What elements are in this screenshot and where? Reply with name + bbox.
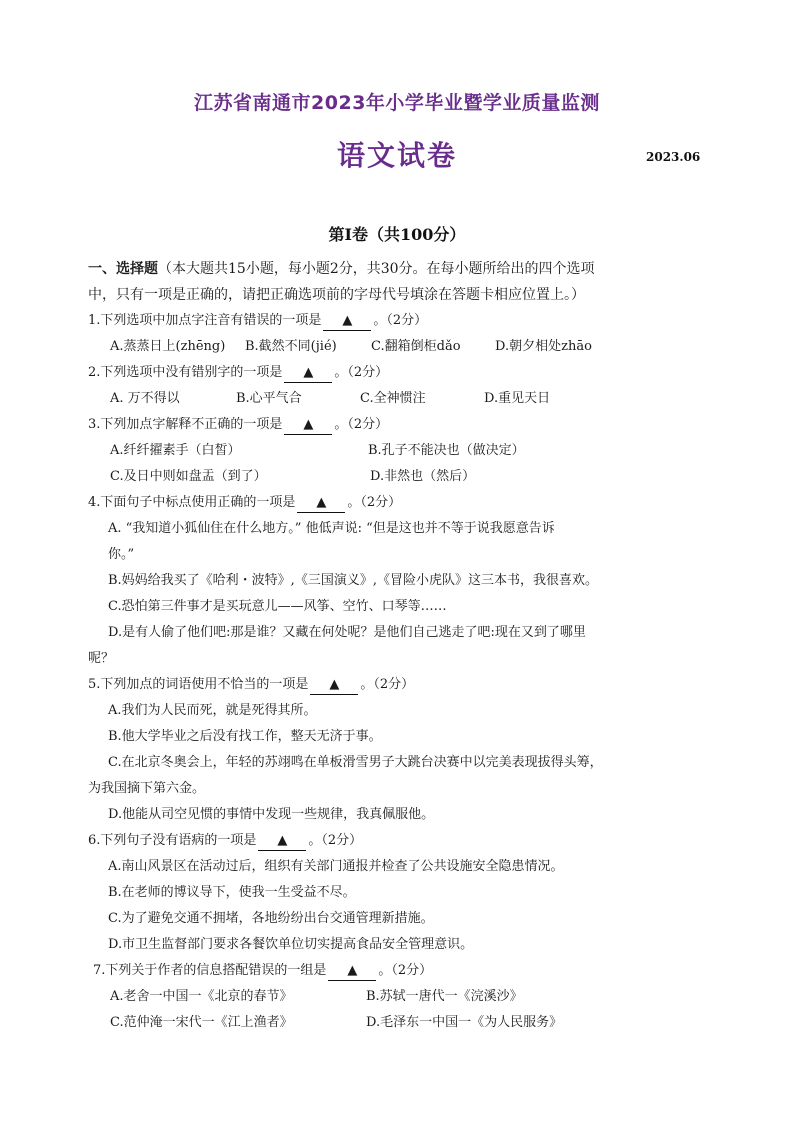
question-3-options-ab [88, 438, 708, 464]
section-intro-1: （本大题共15小题，每小题2分，共30分。在每小题所给出的四个选项 [158, 261, 595, 277]
option-c-continued: 为我国摘下第六金。 [88, 781, 206, 796]
question-3-options-cd [88, 464, 708, 490]
volume-heading: 第Ⅰ卷（共100分） [328, 225, 466, 244]
answer-blank: ▲ [258, 832, 306, 851]
option-a: A.老舍一中国一《北京的春节》 [110, 989, 293, 1004]
question-1-stem: 1.下列选项中加点字注音有错误的一项是 ▲ 。（2分） [88, 308, 708, 334]
option-a: A.南山风景区在活动过后，组织有关部门通报并检查了公共设施安全隐患情况。 [108, 859, 564, 874]
question-6-stem: 6.下列句子没有语病的一项是 ▲ 。（2分） [88, 828, 708, 854]
option-d: D.非然也（然后） [370, 469, 476, 484]
option-a-continued: 你。” [108, 547, 135, 562]
section-intro-line2 [88, 282, 708, 308]
option-b: B.在老师的博议导下，使我一生受益不尽。 [108, 885, 356, 900]
question-3-stem: 3.下列加点字解释不正确的一项是 ▲ 。（2分） [88, 412, 708, 438]
question-1-options [88, 334, 708, 360]
option-c: C.范仲淹一宋代一《江上渔者》 [110, 1015, 293, 1030]
option-b: B.苏轼一唐代一《浣溪沙》 [366, 989, 523, 1004]
option-b: B.心平气合 [236, 391, 302, 406]
option-b: B.孔子不能决也（做决定） [368, 443, 525, 458]
question-4-stem: 4.下面句子中标点使用正确的一项是 ▲ 。（2分） [88, 490, 708, 516]
answer-blank: ▲ [323, 312, 371, 331]
option-a: A.蒸蒸日上(zhēng) [110, 339, 226, 354]
question-7-options-ab [88, 984, 708, 1010]
option-d: D.他能从司空见惯的事情中发现一些规律，我真佩服他。 [108, 807, 435, 822]
option-b: B.妈妈给我买了《哈利・波特》,《三国演义》,《冒险小虎队》这三本书，我很喜欢。 [108, 573, 598, 588]
exam-date: 2023.06 [646, 150, 701, 164]
answer-blank: ▲ [297, 494, 345, 513]
option-d: D.毛泽东一中国一《为人民服务》 [366, 1015, 563, 1030]
option-c: C.翻箱倒柜dǎo [371, 339, 461, 354]
option-b: B.截然不同(jié) [245, 339, 337, 354]
question-5-stem: 5.下列加点的词语使用不恰当的一项是 ▲ 。（2分） [88, 672, 708, 698]
option-c: C.恐怕第三件事才是买玩意儿——风筝、空竹、口琴等…… [108, 599, 447, 614]
option-c: C.及日中则如盘盂（到了） [110, 469, 267, 484]
section-label: 一、选择题 [88, 261, 158, 277]
option-d: D.朝夕相处zhāo [495, 339, 592, 354]
answer-blank: ▲ [310, 676, 358, 695]
section-intro-2: 中，只有一项是正确的，请把正确选项前的字母代号填涂在答题卡相应位置上。） [88, 287, 585, 303]
option-c: C.全神惯注 [360, 391, 426, 406]
option-c: C.在北京冬奥会上，年轻的苏翊鸣在单板滑雪男子大跳台决赛中以完美表现拔得头筹， [108, 755, 603, 770]
exam-title-line2: 语文试卷 [336, 139, 457, 172]
answer-blank: ▲ [328, 962, 376, 981]
option-a: A. 万不得以 [110, 391, 180, 406]
question-content [88, 256, 708, 1036]
option-a: A.纤纤擢素手（白皙） [110, 443, 241, 458]
question-7-stem: 7.下列关于作者的信息搭配错误的一组是 ▲ 。（2分） [88, 958, 708, 984]
answer-blank: ▲ [284, 416, 332, 435]
option-a: A.我们为人民而死，就是死得其所。 [108, 703, 317, 718]
question-7-options-cd [88, 1010, 708, 1036]
question-2-options [88, 386, 708, 412]
option-c: C.为了避免交通不拥堵，各地纷纷出台交通管理新措施。 [108, 911, 434, 926]
option-d: D.市卫生监督部门要求各餐饮单位切实提高食品安全管理意识。 [108, 937, 474, 952]
answer-blank: ▲ [284, 364, 332, 383]
option-a: A. “我知道小狐仙住在什么地方。” 他低声说: “但是这也并不等于说我愿意告诉 [108, 521, 555, 536]
option-b: B.他大学毕业之后没有找工作，整天无济于事。 [108, 729, 382, 744]
option-d: D.重见天日 [484, 391, 551, 406]
question-2-stem: 2.下列选项中没有错别字的一项是 ▲ 。（2分） [88, 360, 708, 386]
option-d-continued: 呢？ [88, 651, 115, 666]
option-d: D.是有人偷了他们吧:那是谁？又藏在何处呢？是他们自己逃走了吧:现在又到了哪里 [108, 625, 586, 640]
exam-title-line1: 江苏省南通市2023年小学毕业暨学业质量监测 [194, 92, 600, 114]
section-heading [88, 256, 708, 282]
